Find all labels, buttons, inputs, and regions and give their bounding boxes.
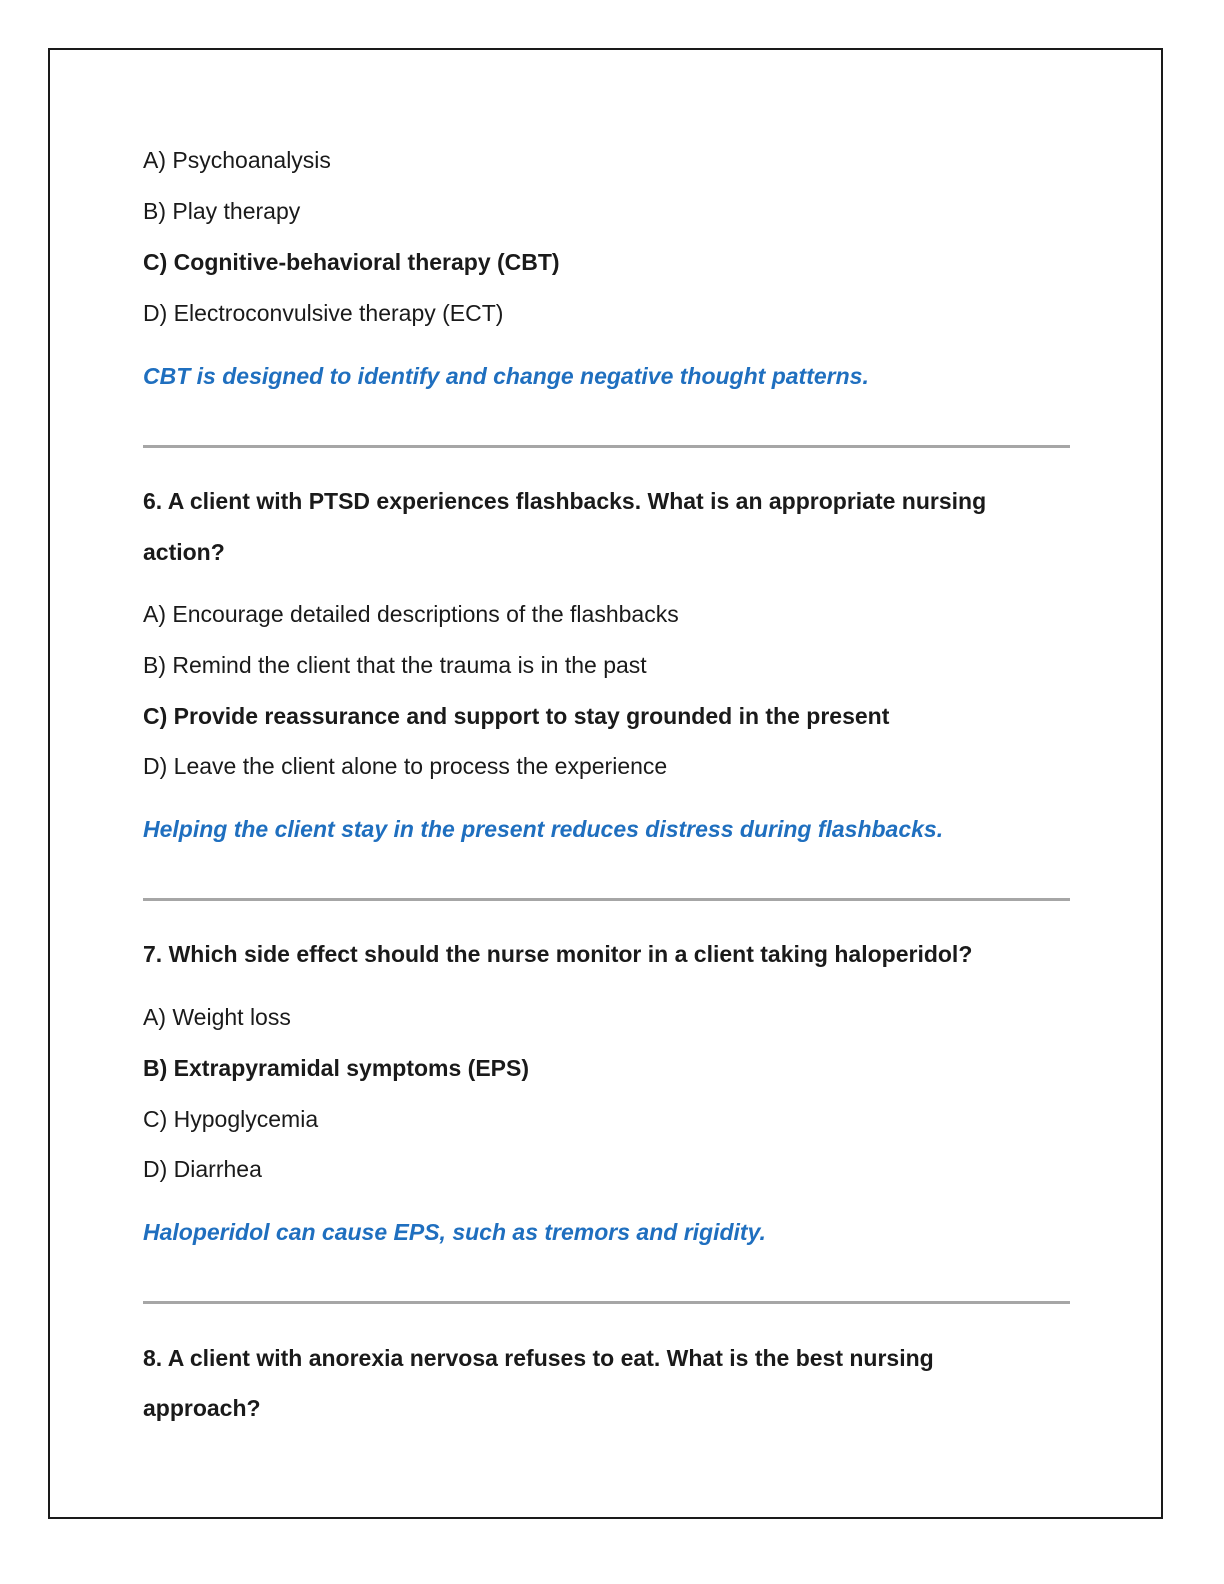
q6-question-line1: 6. A client with PTSD experiences flashbacks. What is an appropriate nursing (143, 488, 987, 514)
q6-option-a: A) Encourage detailed descriptions of the flashbacks (143, 601, 679, 627)
q6-question-line2: action? (143, 539, 225, 565)
q7-option-c: C) Hypoglycemia (143, 1106, 319, 1132)
q6-option-d: D) Leave the client alone to process the experience (143, 753, 668, 779)
q7-option-d: D) Diarrhea (143, 1156, 262, 1182)
q7-option-a: A) Weight loss (143, 1004, 291, 1030)
q7-option-b-correct: B) Extrapyramidal symptoms (EPS) (143, 1055, 530, 1081)
q5-option-a: A) Psychoanalysis (143, 147, 331, 173)
q5-option-c-correct: C) Cognitive-behavioral therapy (CBT) (143, 249, 560, 275)
q5-option-d: D) Electroconvulsive therapy (ECT) (143, 300, 504, 326)
q7-question-line1: 7. Which side effect should the nurse monitor in a client taking haloperidol? (143, 941, 973, 967)
q7-rationale: Haloperidol can cause EPS, such as tremors and rigidity. (143, 1219, 766, 1245)
q8-question-line2: approach? (143, 1395, 261, 1421)
q5-option-b: B) Play therapy (143, 198, 301, 224)
section-divider (143, 1301, 1070, 1304)
q8-question-line1: 8. A client with anorexia nervosa refuses to eat. What is the best nursing (143, 1345, 934, 1371)
q5-rationale: CBT is designed to identify and change negative thought patterns. (143, 363, 869, 389)
section-divider (143, 898, 1070, 901)
q6-option-c-correct: C) Provide reassurance and support to stay grounded in the present (143, 703, 890, 729)
q6-option-b: B) Remind the client that the trauma is in the past (143, 652, 647, 678)
q6-rationale: Helping the client stay in the present reduces distress during flashbacks. (143, 816, 944, 842)
section-divider (143, 445, 1070, 448)
